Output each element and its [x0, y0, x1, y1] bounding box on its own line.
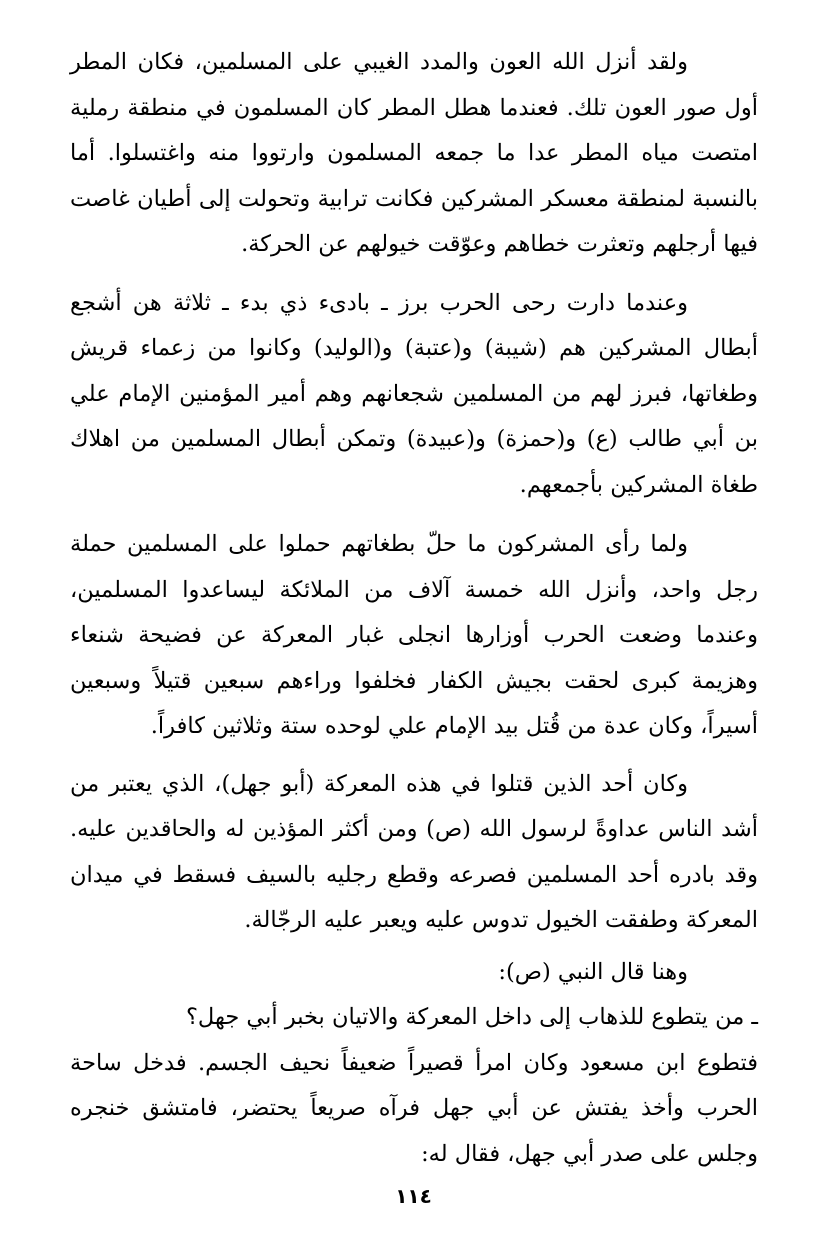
paragraph-question: ـ من يتطوع للذهاب إلى داخل المعركة والاتيان بخبر أبي جهل؟: [185, 1004, 758, 1030]
page-number: ١١٤: [395, 1184, 432, 1208]
paragraph-ibn-masud: فتطوع ابن مسعود وكان امرأ قصيراً ضعيفاً نحيف الجسم. فدخل ساحة الحرب وأخذ يفتش عن أبي جهل فرآه صريعاً يحتضر، فامتشق خنجره وجلس على صدر أبي جهل، فقال له:: [70, 1049, 758, 1167]
paragraph-rain-support: ولقد أنزل الله العون والمدد الغيبي على المسلمين، فكان المطر أول صور العون تلك. فعندما هطل المطر كان المسلمون في منطقة رملية امتصت مياه المطر عدا ما جمعه المسلمون وارتووا منه واغتسلوا. أما بالنسبة لمنطقة معسكر المشركين فكانت ترابية وتحولت إلى أطيان غاصت فيها أرجلهم وتعثرت خطاهم وعوّقت خيولهم عن الحركة.: [70, 49, 758, 257]
paragraph-abu-jahl: وكان أحد الذين قتلوا في هذه المعركة (أبو جهل)، الذي يعتبر من أشد الناس عداوةً لرسول الله (ص) ومن أكثر المؤذين له والحاقدين عليه. وقد بادره أحد المسلمين فصرعه وقطع رجليه بالسيف فسقط في ميدان المعركة وطفقت الخيول تدوس عليه ويعبر عليه الرجّالة.: [70, 770, 758, 933]
book-page: [70, 40, 758, 1240]
paragraph-duel: وعندما دارت رحى الحرب برز ـ بادىء ذي بدء ـ ثلاثة هن أشجع أبطال المشركين هم (شيبة) و(عتبة) و(الوليد) وكانوا من زعماء قريش وطغاتها، فبرز لهم من المسلمين شجعانهم وهم أمير المؤمنين الإمام علي بن أبي طالب (ع) و(حمزة) و(عبيدة) وتمكن أبطال المسلمين من اهلاك طغاة المشركين بأجمعهم.: [70, 289, 758, 498]
paragraph-defeat: ولما رأى المشركون ما حلّ بطغاتهم حملوا على المسلمين حملة رجل واحد، وأنزل الله خمسة آلاف من الملائكة ليساعدوا المسلمين، وعندما وضعت الحرب أوزارها انجلى غبار المعركة عن فضيحة شنعاء وهزيمة كبرى لحقت بجيش الكفار فخلفوا وراءهم سبعين قتيلاً وسبعين أسيراً، وكان عدة من قُتل بيد الإمام علي لوحده ستة وثلاثين كافراً.: [70, 531, 758, 739]
paragraph-prophet-said: وهنا قال النبي (ص):: [498, 958, 688, 985]
